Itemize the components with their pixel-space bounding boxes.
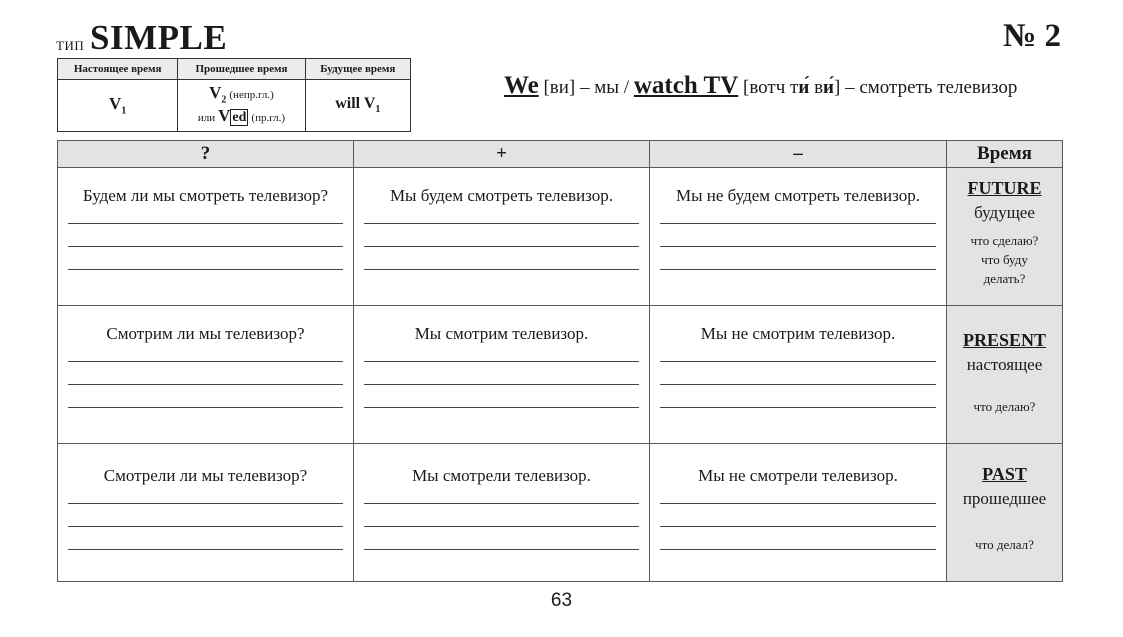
answer-line[interactable] bbox=[364, 503, 639, 504]
vocab-translation-we: – мы / bbox=[580, 77, 630, 98]
vocab-transcription-watch-tv: [вотч ти́ ви́] bbox=[743, 77, 841, 98]
prompt-text: Смотрели ли мы телевизор? bbox=[103, 466, 308, 485]
answer-line[interactable] bbox=[660, 269, 936, 270]
tense-hint: что сделаю? bbox=[970, 233, 1039, 248]
exercise-table bbox=[57, 140, 1063, 582]
page-number: 63 bbox=[550, 590, 573, 611]
formula-present bbox=[58, 80, 178, 132]
tense-russian: настоящее bbox=[966, 355, 1043, 374]
answer-line[interactable] bbox=[68, 549, 343, 550]
cell-question bbox=[58, 306, 354, 444]
cell-negative bbox=[650, 306, 947, 444]
tense-russian: прошедшее bbox=[962, 489, 1047, 508]
type-label: ТИП bbox=[56, 38, 85, 53]
ed-suffix-box: ed bbox=[232, 110, 247, 126]
cell-positive bbox=[354, 444, 650, 582]
answer-line[interactable] bbox=[68, 223, 343, 224]
formula-past bbox=[178, 80, 305, 132]
answer-line[interactable] bbox=[660, 503, 936, 504]
vocab-transcription-we: [ви] bbox=[543, 77, 576, 98]
tense-hint: делать? bbox=[983, 271, 1026, 286]
prompt-text: Мы не смотрим телевизор. bbox=[700, 324, 896, 343]
prompt-text: Мы не смотрели телевизор. bbox=[698, 466, 898, 485]
tense-hint: что делал? bbox=[975, 537, 1034, 552]
exercise-header-row bbox=[58, 141, 1063, 168]
prompt-text: Мы смотрим телевизор. bbox=[414, 324, 589, 343]
tense-cell-present bbox=[947, 306, 1063, 444]
present-sub: 1 bbox=[121, 105, 127, 117]
answer-line[interactable] bbox=[68, 384, 343, 385]
answer-line[interactable] bbox=[68, 361, 343, 362]
cell-question bbox=[58, 444, 354, 582]
answer-line[interactable] bbox=[660, 223, 936, 224]
answer-line[interactable] bbox=[660, 526, 936, 527]
tense-cell-past bbox=[947, 444, 1063, 582]
answer-line[interactable] bbox=[364, 246, 639, 247]
header-tense: Время bbox=[947, 141, 1063, 168]
future-sub: 1 bbox=[375, 104, 381, 116]
type-title: SIMPLE bbox=[90, 18, 228, 57]
present-v: V bbox=[109, 94, 122, 114]
answer-line[interactable] bbox=[364, 269, 639, 270]
answer-line[interactable] bbox=[68, 269, 343, 270]
exercise-number: № 2 bbox=[1003, 18, 1061, 54]
prompt-text: Мы будем смотреть телевизор. bbox=[389, 186, 614, 205]
past-v2: V bbox=[209, 82, 222, 102]
tense-name: FUTURE bbox=[967, 178, 1042, 198]
vocab-word-watch-tv: watch TV bbox=[633, 72, 739, 99]
table-row-past bbox=[58, 444, 1063, 582]
formula-header-future: Будущее время bbox=[305, 59, 410, 80]
tense-name: PRESENT bbox=[962, 330, 1047, 350]
cell-question bbox=[58, 168, 354, 306]
tense-hint: что делаю? bbox=[973, 399, 1036, 414]
formula-header-present: Настоящее время bbox=[58, 59, 178, 80]
answer-line[interactable] bbox=[660, 407, 936, 408]
table-row-present bbox=[58, 306, 1063, 444]
answer-line[interactable] bbox=[68, 407, 343, 408]
irregular-note: (непр.гл.) bbox=[229, 88, 274, 101]
past-v2-sub: 2 bbox=[221, 94, 227, 106]
cell-negative bbox=[650, 168, 947, 306]
answer-line[interactable] bbox=[364, 549, 639, 550]
prompt-text: Будем ли мы смотреть телевизор? bbox=[82, 186, 329, 205]
vocab-word-we: We bbox=[504, 72, 539, 99]
header-positive: + bbox=[354, 141, 650, 168]
answer-line[interactable] bbox=[364, 361, 639, 362]
prompt-text: Мы не будем смотреть телевизор. bbox=[675, 186, 920, 205]
formula-header-past: Прошедшее время bbox=[178, 59, 305, 80]
answer-line[interactable] bbox=[364, 384, 639, 385]
future-will-v: will V bbox=[335, 95, 376, 113]
table-row-future bbox=[58, 168, 1063, 306]
tense-cell-future bbox=[947, 168, 1063, 306]
formula-table bbox=[57, 58, 411, 132]
prompt-text: Мы смотрели телевизор. bbox=[412, 466, 591, 485]
header-negative: – bbox=[650, 141, 947, 168]
answer-line[interactable] bbox=[68, 503, 343, 504]
formula-header-row bbox=[58, 59, 411, 80]
tense-name: PAST bbox=[982, 464, 1027, 484]
tense-hint: что буду bbox=[981, 252, 1028, 267]
ved-v: V bbox=[218, 106, 231, 126]
cell-positive bbox=[354, 168, 650, 306]
tense-russian: будущее bbox=[974, 203, 1035, 222]
answer-line[interactable] bbox=[68, 526, 343, 527]
vocab-translation-watch-tv: – смотреть телевизор bbox=[845, 77, 1018, 98]
answer-line[interactable] bbox=[660, 246, 936, 247]
answer-line[interactable] bbox=[68, 246, 343, 247]
answer-line[interactable] bbox=[364, 526, 639, 527]
regular-note: (пр.гл.) bbox=[251, 112, 286, 125]
cell-negative bbox=[650, 444, 947, 582]
vocab-line bbox=[504, 72, 1017, 100]
answer-line[interactable] bbox=[364, 223, 639, 224]
answer-line[interactable] bbox=[660, 361, 936, 362]
answer-line[interactable] bbox=[660, 384, 936, 385]
or-label: или bbox=[197, 112, 216, 125]
header-question: ? bbox=[58, 141, 354, 168]
formula-body-row bbox=[58, 80, 411, 132]
answer-line[interactable] bbox=[364, 407, 639, 408]
cell-positive bbox=[354, 306, 650, 444]
formula-future bbox=[305, 80, 410, 132]
answer-line[interactable] bbox=[660, 549, 936, 550]
prompt-text: Смотрим ли мы телевизор? bbox=[106, 324, 305, 343]
